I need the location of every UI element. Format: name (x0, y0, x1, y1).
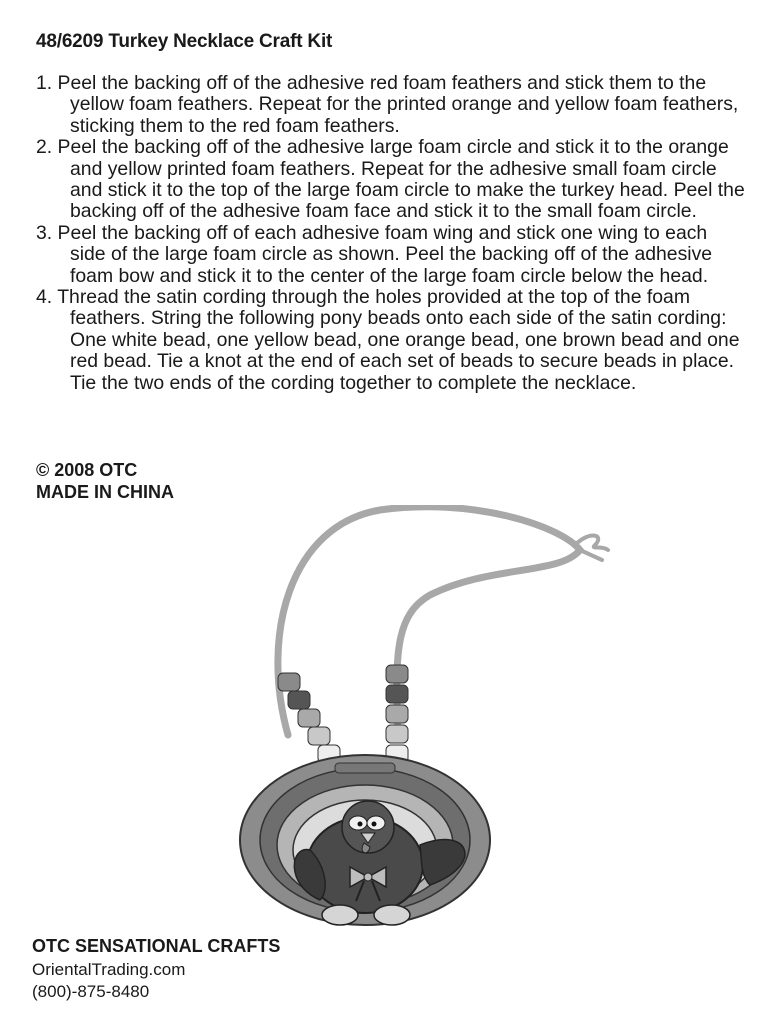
phone-number: (800)-875-8480 (32, 982, 150, 1001)
document-title: 48/6209 Turkey Necklace Craft Kit (36, 31, 333, 52)
instruction-step-4: 4. Thread the satin cording through the holes provided at the top of the foam feathers. String the following pony beads onto each side of the satin cording: One white bead, one yellow bead, one orange bead, one brown bead and one red bead. Tie a knot at the end of each set of beads to secure beads in place. Tie the two ends of the cording together to complete the necklace. (36, 286, 740, 394)
right-bead-strand (386, 665, 408, 763)
made-in-label: MADE IN CHINA (36, 482, 174, 502)
instruction-step-3: 3. Peel the backing off of each adhesive foam wing and stick one wing to each side of the large foam circle as shown. Peel the backing off of the adhesive foam bow and stick it to the center of the large foam circle below the head. (36, 221, 713, 287)
instruction-list (36, 73, 746, 394)
website-link[interactable]: OrientalTrading.com (32, 960, 186, 979)
instruction-step-2: 2. Peel the backing off of the adhesive large foam circle and stick it to the orange and yellow printed foam feathers. Repeat for the adhesive small foam circle and stick it to the top of the large foam circle to make the turkey head. Peel the backing off of the adhesive foam face and stick it to the small foam circle. (36, 136, 745, 223)
turkey-necklace-icon (230, 505, 620, 945)
brand-name: OTC SENSATIONAL CRAFTS (32, 936, 281, 956)
copyright-notice: © 2008 OTC (36, 460, 138, 480)
cord-loop (278, 507, 580, 735)
instruction-step-1: 1. Peel the backing off of the adhesive red foam feathers and stick them to the yellow foam feathers. Repeat for the printed orange and yellow foam feathers, sticking them to the red foam feathers. (36, 72, 739, 137)
